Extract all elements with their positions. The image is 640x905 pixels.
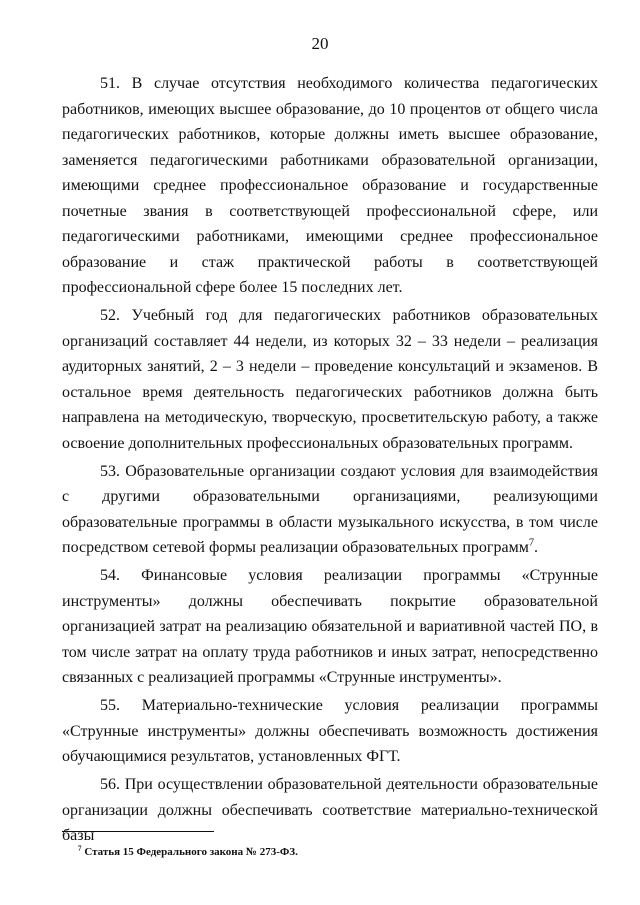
paragraph-52: 52. Учебный год для педагогических работников образовательных организаций составляет 44 недели, из которых 32 – 33 недели – реализация аудиторных занятий, 2 – 3 недели – проведение консультаций и экзаменов. В остальное время деятельность педагогических работников должна быть направлена на методическую, творческую, просветительскую работу, а также освоение дополнительных профессиональных образовательных программ. bbox=[62, 307, 598, 452]
paragraph-54: 54. Финансовые условия реализации программы «Струнные инструменты» должны обеспечивать покрытие образовательной организацией затрат на реализацию обязательной и вариативной частей ПО, в том числе затрат на оплату труда работников и иных затрат, непосредственно связанных с реализацией программы «Струнные инструменты». bbox=[62, 567, 598, 686]
paragraph-51: 51. В случае отсутствия необходимого количества педагогических работников, имеющих высшее образование, до 10 процентов от общего числа педагогических работников, которые должны иметь высшее образование, заменяется педагогическими работниками образовательной организации, имеющими среднее профессиональное образование и государственные почетные звания в соответствующей профессиональной сфере, или педагогическими работниками, имеющими среднее профессиональное образование и стаж практической работы в соответствующей профессиональной сфере более 15 последних лет. bbox=[62, 75, 598, 296]
page-number: 20 bbox=[311, 34, 329, 53]
body-text bbox=[62, 71, 598, 851]
footnote-divider bbox=[62, 831, 214, 832]
footnote-text: Статья 15 Федерального закона № 273-ФЗ. bbox=[81, 846, 298, 858]
paragraph-53-end: . bbox=[534, 539, 539, 556]
paragraph-55: 55. Материально-технические условия реализации программы «Струнные инструменты» должны обеспечивать возможность достижения обучающимися результатов, установленных ФГТ. bbox=[62, 697, 598, 765]
paragraph-53 bbox=[62, 459, 598, 561]
footnote-number: 7 bbox=[78, 844, 82, 853]
paragraph-56: 56. При осуществлении образовательной деятельности образовательные организации должны обеспечивать соответствие материально-технической базы bbox=[62, 776, 598, 844]
footnote-reference: 7 bbox=[528, 537, 535, 549]
footnote bbox=[78, 846, 298, 858]
paragraph-53-text: 53. Образовательные организации создают условия для взаимодействия с другими образовательными организациями, реализующими образовательные программы в области музыкального искусства, в том числе посредством сетевой формы реализации образовательных программ bbox=[62, 462, 598, 556]
